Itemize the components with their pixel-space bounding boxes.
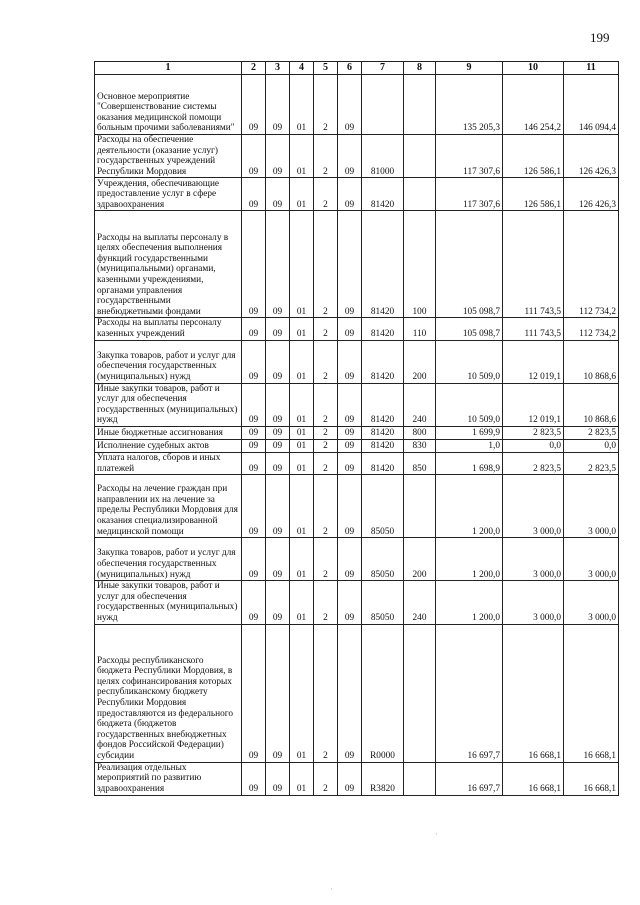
code-cell: 09 xyxy=(338,135,362,178)
code-cell: 09 xyxy=(266,75,290,135)
code-cell: 09 xyxy=(266,340,290,383)
code-cell: 09 xyxy=(338,383,362,426)
code-cell xyxy=(404,475,436,538)
code-cell: 850 xyxy=(404,452,436,474)
table-row xyxy=(95,426,619,439)
code-cell: 09 xyxy=(242,75,266,135)
code-cell: 09 xyxy=(338,439,362,452)
code-cell: 01 xyxy=(290,135,314,178)
amount-cell: 16 668,1 xyxy=(564,762,619,795)
amount-cell: 0,0 xyxy=(503,439,564,452)
code-cell: 09 xyxy=(338,762,362,795)
code-cell: 830 xyxy=(404,439,436,452)
amount-cell: 2 823,5 xyxy=(503,426,564,439)
amount-cell: 12 019,1 xyxy=(503,340,564,383)
code-cell: 01 xyxy=(290,624,314,762)
code-cell: 2 xyxy=(314,178,338,211)
amount-cell: 1 699,9 xyxy=(436,426,503,439)
code-cell xyxy=(404,178,436,211)
code-cell: 01 xyxy=(290,762,314,795)
amount-cell: 10 868,6 xyxy=(564,340,619,383)
row-name-cell: Расходы на выплаты персоналу в целях обеспечения выполнения функций государственными (муниципальными) органами, казенными учреждениями, органами управления государственными внебюджетными фондами xyxy=(95,211,242,318)
code-cell: 09 xyxy=(338,452,362,474)
code-cell: 09 xyxy=(266,211,290,318)
row-name-cell: Расходы на обеспечение деятельности (оказание услуг) государственных учреждений Республики Мордовия xyxy=(95,135,242,178)
code-cell: 09 xyxy=(242,383,266,426)
amount-cell: 112 734,2 xyxy=(564,318,619,340)
table-row xyxy=(95,178,619,211)
code-cell: 100 xyxy=(404,211,436,318)
code-cell: 85050 xyxy=(362,581,404,624)
amount-cell: 126 426,3 xyxy=(564,178,619,211)
column-header: 6 xyxy=(338,62,362,75)
code-cell: 01 xyxy=(290,475,314,538)
code-cell: 09 xyxy=(338,475,362,538)
code-cell: 81420 xyxy=(362,426,404,439)
amount-cell: 1 200,0 xyxy=(436,538,503,581)
code-cell: 81420 xyxy=(362,178,404,211)
amount-cell: 105 098,7 xyxy=(436,211,503,318)
code-cell: 85050 xyxy=(362,475,404,538)
column-header: 9 xyxy=(436,62,503,75)
amount-cell: 16 668,1 xyxy=(503,762,564,795)
row-name-cell: Иные закупки товаров, работ и услуг для обеспечения государственных (муниципальных) нужд xyxy=(95,581,242,624)
code-cell xyxy=(404,624,436,762)
code-cell: 09 xyxy=(266,318,290,340)
code-cell: 2 xyxy=(314,581,338,624)
table-row xyxy=(95,581,619,624)
code-cell: 01 xyxy=(290,452,314,474)
page-number: 199 xyxy=(590,30,610,45)
table-row xyxy=(95,75,619,135)
amount-cell: 126 426,3 xyxy=(564,135,619,178)
code-cell: 09 xyxy=(266,452,290,474)
table-row xyxy=(95,475,619,538)
code-cell: 110 xyxy=(404,318,436,340)
code-cell: 09 xyxy=(338,211,362,318)
row-name-cell: Закупка товаров, работ и услуг для обеспечения государственных (муниципальных) нужд xyxy=(95,340,242,383)
amount-cell: 16 668,1 xyxy=(564,624,619,762)
code-cell: 09 xyxy=(266,439,290,452)
code-cell: 09 xyxy=(266,383,290,426)
row-name-cell: Расходы на лечение граждан при направлении их на лечение за пределы Республики Мордовия для оказания специализированной медицинской помощи xyxy=(95,475,242,538)
amount-cell: 117 307,6 xyxy=(436,135,503,178)
table-row xyxy=(95,439,619,452)
code-cell: 09 xyxy=(242,211,266,318)
code-cell: 81420 xyxy=(362,318,404,340)
amount-cell: 16 668,1 xyxy=(503,624,564,762)
code-cell: 01 xyxy=(290,538,314,581)
code-cell: 81420 xyxy=(362,211,404,318)
amount-cell: 3 000,0 xyxy=(564,538,619,581)
code-cell: 2 xyxy=(314,383,338,426)
amount-cell: 3 000,0 xyxy=(564,475,619,538)
code-cell: 2 xyxy=(314,439,338,452)
code-cell: 09 xyxy=(338,538,362,581)
code-cell: 09 xyxy=(338,340,362,383)
code-cell: 09 xyxy=(266,135,290,178)
row-name-cell: Учреждения, обеспечивающие предоставление услуг в сфере здравоохранения xyxy=(95,178,242,211)
code-cell: 09 xyxy=(338,624,362,762)
amount-cell: 111 743,5 xyxy=(503,318,564,340)
column-header: 4 xyxy=(290,62,314,75)
budget-table xyxy=(94,61,619,796)
code-cell: 2 xyxy=(314,211,338,318)
row-name-cell: Реализация отдельных мероприятий по развитию здравоохранения xyxy=(95,762,242,795)
code-cell: 09 xyxy=(338,178,362,211)
code-cell: 09 xyxy=(242,581,266,624)
code-cell: 01 xyxy=(290,75,314,135)
code-cell: 81420 xyxy=(362,452,404,474)
code-cell: 01 xyxy=(290,383,314,426)
code-cell: 09 xyxy=(242,475,266,538)
code-cell: 09 xyxy=(266,762,290,795)
table-row xyxy=(95,318,619,340)
amount-cell: 16 697,7 xyxy=(436,762,503,795)
amount-cell: 146 254,2 xyxy=(503,75,564,135)
code-cell: 09 xyxy=(242,135,266,178)
amount-cell: 3 000,0 xyxy=(503,475,564,538)
column-header: 7 xyxy=(362,62,404,75)
code-cell xyxy=(362,75,404,135)
code-cell: 09 xyxy=(242,538,266,581)
column-header: 8 xyxy=(404,62,436,75)
code-cell: 01 xyxy=(290,439,314,452)
amount-cell: 12 019,1 xyxy=(503,383,564,426)
column-header: 5 xyxy=(314,62,338,75)
code-cell: 81420 xyxy=(362,439,404,452)
code-cell: 01 xyxy=(290,318,314,340)
row-name-cell: Расходы на выплаты персоналу казенных учреждений xyxy=(95,318,242,340)
amount-cell: 0,0 xyxy=(564,439,619,452)
code-cell: 2 xyxy=(314,475,338,538)
scan-mark: · xyxy=(435,830,438,839)
code-cell: 01 xyxy=(290,178,314,211)
amount-cell: 10 868,6 xyxy=(564,383,619,426)
code-cell: 09 xyxy=(242,426,266,439)
amount-cell: 126 586,1 xyxy=(503,135,564,178)
amount-cell: 117 307,6 xyxy=(436,178,503,211)
row-name-cell: Расходы республиканского бюджета Республики Мордовия, в целях софинансирования которых республиканскому бюджету Республики Мордовия предоставляются из федерального бюджета (бюджетов государственных внебюджетных фондов Российской Федерации) субсидии xyxy=(95,624,242,762)
code-cell: 2 xyxy=(314,135,338,178)
code-cell: 09 xyxy=(242,439,266,452)
code-cell: 200 xyxy=(404,340,436,383)
code-cell: 81420 xyxy=(362,340,404,383)
code-cell: 2 xyxy=(314,340,338,383)
amount-cell: 16 697,7 xyxy=(436,624,503,762)
code-cell: 09 xyxy=(266,581,290,624)
table-row xyxy=(95,211,619,318)
code-cell: 09 xyxy=(242,318,266,340)
code-cell: 09 xyxy=(266,538,290,581)
code-cell xyxy=(404,762,436,795)
amount-cell: 1 200,0 xyxy=(436,581,503,624)
code-cell: 81000 xyxy=(362,135,404,178)
code-cell: 09 xyxy=(266,426,290,439)
column-header: 1 xyxy=(95,62,242,75)
code-cell: 09 xyxy=(266,475,290,538)
code-cell: 09 xyxy=(338,75,362,135)
amount-cell: 112 734,2 xyxy=(564,211,619,318)
code-cell: 01 xyxy=(290,426,314,439)
code-cell: 09 xyxy=(266,178,290,211)
amount-cell: 1,0 xyxy=(436,439,503,452)
table-row xyxy=(95,624,619,762)
amount-cell: 2 823,5 xyxy=(564,452,619,474)
scan-mark: · xyxy=(330,885,333,894)
table-row xyxy=(95,452,619,474)
code-cell: 2 xyxy=(314,624,338,762)
amount-cell: 1 200,0 xyxy=(436,475,503,538)
code-cell xyxy=(404,135,436,178)
code-cell: 01 xyxy=(290,211,314,318)
code-cell: 09 xyxy=(266,624,290,762)
code-cell: 09 xyxy=(242,452,266,474)
code-cell xyxy=(404,75,436,135)
amount-cell: 3 000,0 xyxy=(503,581,564,624)
amount-cell: 10 509,0 xyxy=(436,340,503,383)
amount-cell: 135 205,3 xyxy=(436,75,503,135)
row-name-cell: Иные закупки товаров, работ и услуг для обеспечения государственных (муниципальных) нужд xyxy=(95,383,242,426)
code-cell: 09 xyxy=(242,624,266,762)
code-cell: 09 xyxy=(242,762,266,795)
amount-cell: 3 000,0 xyxy=(503,538,564,581)
code-cell: 2 xyxy=(314,452,338,474)
code-cell: 85050 xyxy=(362,538,404,581)
code-cell: 800 xyxy=(404,426,436,439)
code-cell: 200 xyxy=(404,538,436,581)
row-name-cell: Основное мероприятие "Совершенствование системы оказания медицинской помощи больным прочими заболеваниями" xyxy=(95,75,242,135)
code-cell: 09 xyxy=(338,426,362,439)
amount-cell: 111 743,5 xyxy=(503,211,564,318)
table-row xyxy=(95,762,619,795)
code-cell: 2 xyxy=(314,426,338,439)
amount-cell: 105 098,7 xyxy=(436,318,503,340)
amount-cell: 3 000,0 xyxy=(564,581,619,624)
amount-cell: 10 509,0 xyxy=(436,383,503,426)
code-cell: 2 xyxy=(314,538,338,581)
column-header: 2 xyxy=(242,62,266,75)
column-header: 3 xyxy=(266,62,290,75)
table-row xyxy=(95,340,619,383)
code-cell: 2 xyxy=(314,318,338,340)
header-row xyxy=(95,62,619,75)
code-cell: 81420 xyxy=(362,383,404,426)
table-row xyxy=(95,135,619,178)
code-cell: 240 xyxy=(404,581,436,624)
code-cell: 09 xyxy=(338,318,362,340)
column-header: 10 xyxy=(503,62,564,75)
code-cell: 2 xyxy=(314,762,338,795)
column-header: 11 xyxy=(564,62,619,75)
code-cell: 09 xyxy=(242,178,266,211)
table-row xyxy=(95,538,619,581)
code-cell: 01 xyxy=(290,581,314,624)
row-name-cell: Иные бюджетные ассигнования xyxy=(95,426,242,439)
row-name-cell: Уплата налогов, сборов и иных платежей xyxy=(95,452,242,474)
amount-cell: 126 586,1 xyxy=(503,178,564,211)
code-cell: 2 xyxy=(314,75,338,135)
row-name-cell: Исполнение судебных актов xyxy=(95,439,242,452)
code-cell: 01 xyxy=(290,340,314,383)
amount-cell: 2 823,5 xyxy=(564,426,619,439)
amount-cell: 2 823,5 xyxy=(503,452,564,474)
code-cell: R0000 xyxy=(362,624,404,762)
code-cell: R3820 xyxy=(362,762,404,795)
amount-cell: 146 094,4 xyxy=(564,75,619,135)
code-cell: 09 xyxy=(338,581,362,624)
row-name-cell: Закупка товаров, работ и услуг для обеспечения государственных (муниципальных) нужд xyxy=(95,538,242,581)
table-row xyxy=(95,383,619,426)
code-cell: 09 xyxy=(242,340,266,383)
code-cell: 240 xyxy=(404,383,436,426)
amount-cell: 1 698,9 xyxy=(436,452,503,474)
